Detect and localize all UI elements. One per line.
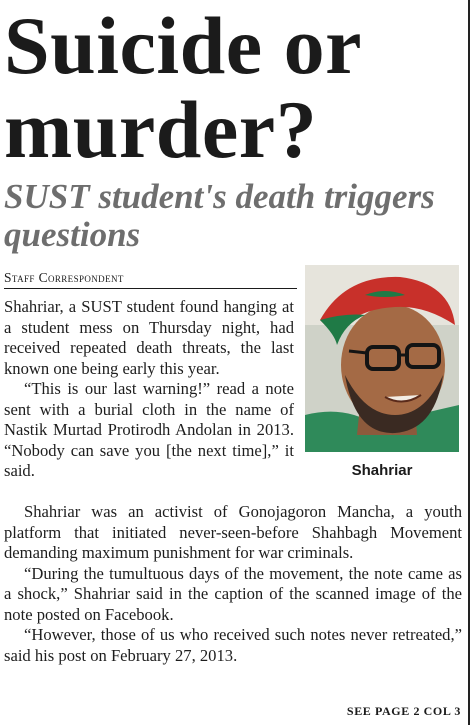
- byline: Staff Correspondent: [4, 270, 297, 289]
- column-rule: [468, 0, 470, 725]
- subheadline: SUST student's death triggers questions: [4, 177, 435, 254]
- portrait-photo: [305, 265, 459, 452]
- headline: Suicide or murder?: [4, 0, 361, 175]
- portrait-photo-icon: [305, 265, 459, 452]
- article-body-narrow: [4, 297, 294, 482]
- paragraph: Shahriar was an activist of Gonojagoron Mancha, a youth platform that initiated never-seen-before Shahbagh Movement demanding maximum punishment for war criminals.: [4, 502, 462, 562]
- photo-caption: Shahriar: [351, 462, 413, 479]
- continuation-jump: SEE PAGE 2 COL 3: [346, 704, 461, 718]
- paragraph: Shahriar, a SUST student found hanging at a student mess on Thursday night, had received repeated death threats, the last known one being early this year.: [4, 297, 294, 378]
- paragraph: “However, those of us who received such notes never retreated,” said his post on February 27, 2013.: [4, 625, 462, 665]
- paragraph: “This is our last warning!” read a note sent with a burial cloth in the name of Nastik Murtad Protirodh Andolan in 2013. “Nobody can save you [the next time],” it said.: [4, 379, 294, 480]
- article-body-wide: [4, 502, 462, 666]
- paragraph: “During the tumultuous days of the movement, the note came as a shock,” Shahriar said in the caption of the scanned image of the note posted on Facebook.: [4, 563, 462, 624]
